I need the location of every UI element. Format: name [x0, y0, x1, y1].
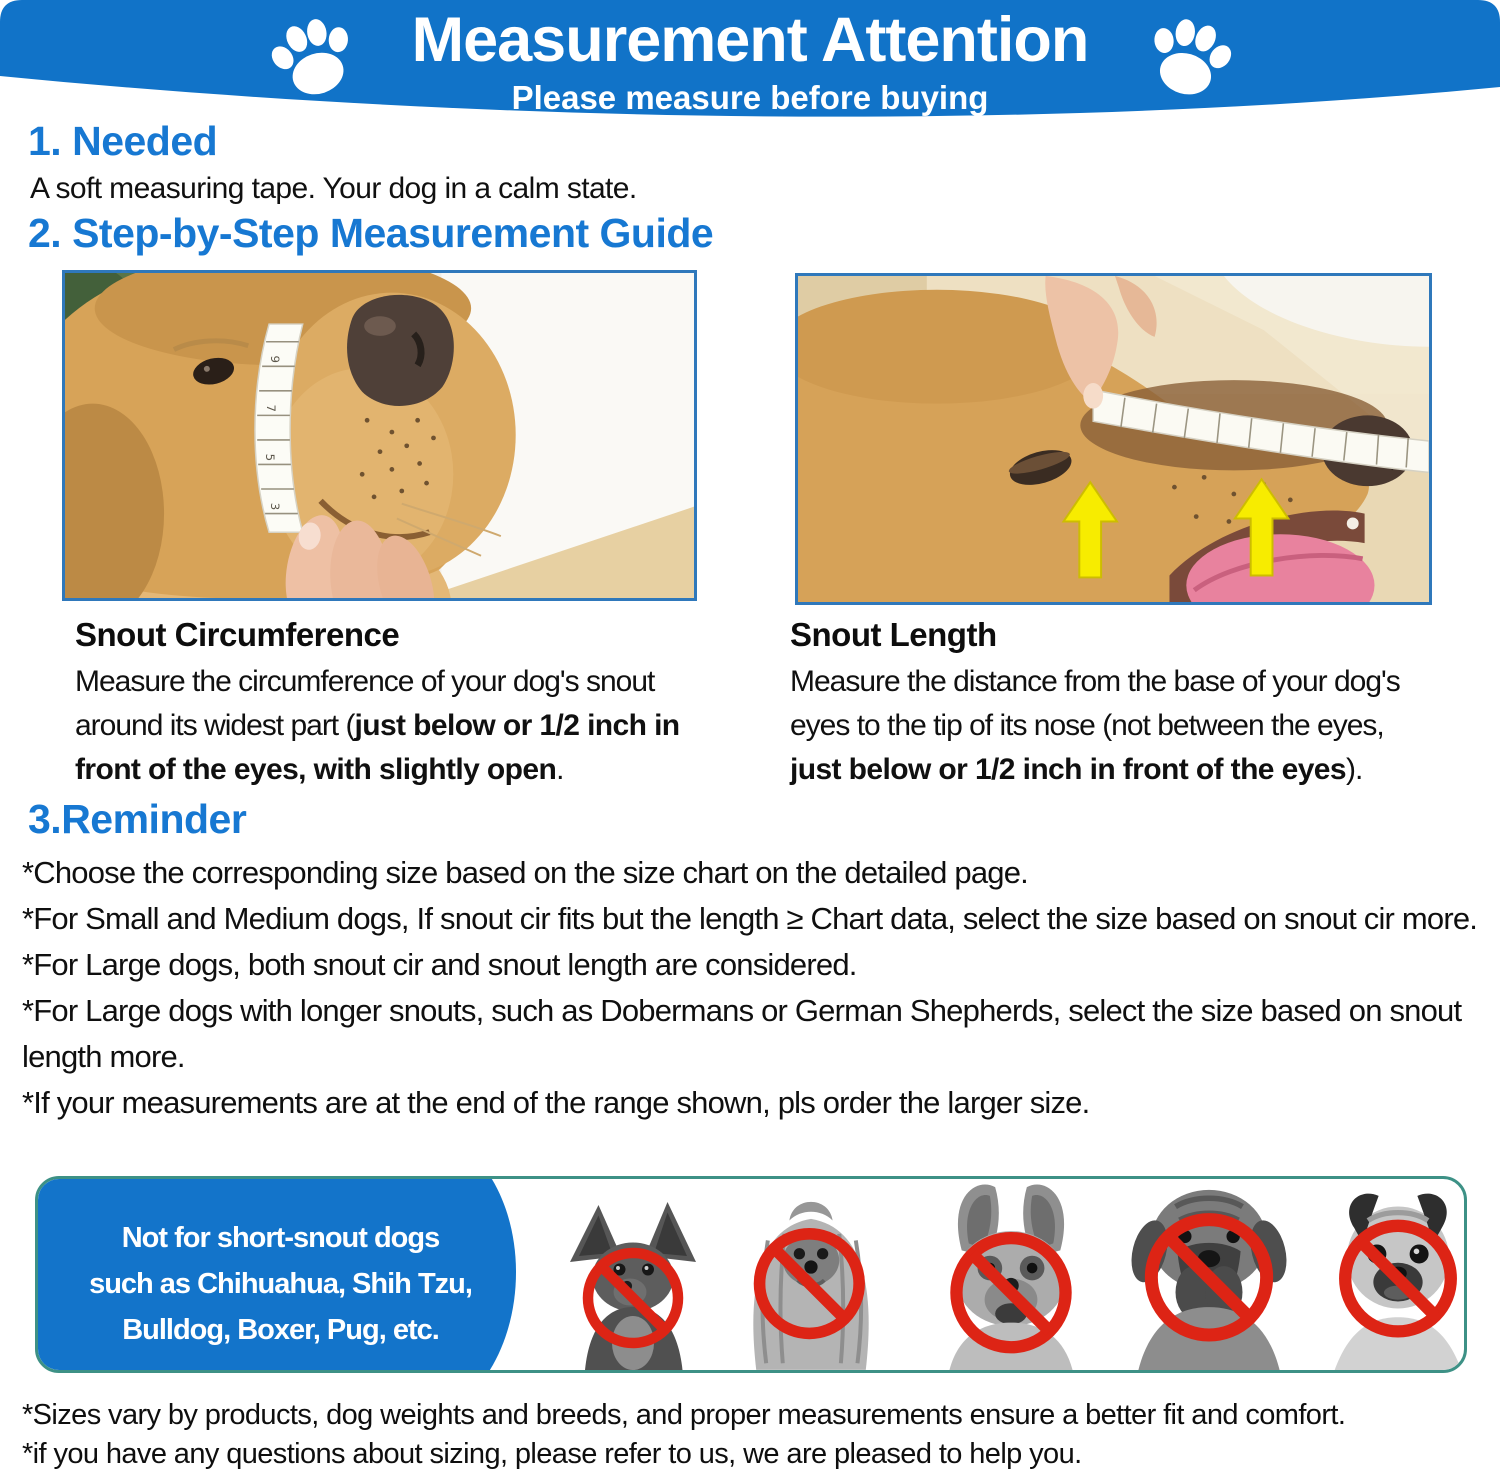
- section-heading-needed: 1. Needed: [28, 118, 218, 164]
- footer-line: *Sizes vary by products, dog weights and breeds, and proper measurements ensure a better fit and comfort.: [22, 1399, 1346, 1431]
- reminder-item: *For Large dogs with longer snouts, such as Dobermans or German Shepherds, select the size based on snout length more.: [22, 993, 1462, 1074]
- svg-text:7: 7: [264, 404, 279, 413]
- reminder-item: *If your measurements are at the end of the range shown, pls order the larger size.: [22, 1085, 1090, 1120]
- notice-text: [58, 1215, 503, 1353]
- section-heading-guide: 2. Step-by-Step Measurement Guide: [28, 210, 714, 256]
- reminder-item: *For Large dogs, both snout cir and snout length are considered.: [22, 947, 857, 982]
- reminder-list: [22, 850, 1500, 1126]
- footer-line: *if you have any questions about sizing, please refer to us, we are pleased to help you.: [22, 1438, 1082, 1470]
- caption-text-bold: just below or 1/2 inch in front of the eyes, with slightly open: [75, 709, 680, 786]
- caption-body-snout-length: [790, 660, 1440, 792]
- page-title: Measurement Attention: [411, 5, 1089, 75]
- svg-text:9: 9: [268, 355, 283, 363]
- caption-text: Measure the circumference of your dog's snout around its widest part (: [75, 665, 655, 742]
- svg-text:5: 5: [263, 453, 278, 462]
- photo-snout-length: [795, 273, 1432, 605]
- svg-text:3: 3: [268, 502, 283, 511]
- caption-text-bold: just below or 1/2 inch in front of the eyes: [790, 753, 1346, 786]
- reminder-item: *Choose the corresponding size based on the size chart on the detailed page.: [22, 855, 1028, 890]
- caption-body-snout-circumference: [75, 660, 725, 792]
- caption-text: Measure the distance from the base of your dog's eyes to the tip of its nose (not between the eyes,: [790, 665, 1400, 742]
- caption-text: .: [556, 753, 564, 786]
- shih-tzu-dog: [728, 1184, 894, 1370]
- notice-line: such as Chihuahua, Shih Tzu,: [89, 1268, 472, 1300]
- mastiff-dog: [1116, 1176, 1302, 1370]
- notice-line: Bulldog, Boxer, Pug, etc.: [122, 1314, 439, 1346]
- reminder-item: *For Small and Medium dogs, If snout cir fits but the length ≥ Chart data, select the size based on snout cir more.: [22, 901, 1478, 936]
- chihuahua-dog: [558, 1202, 708, 1370]
- photo-snout-circumference: [62, 270, 697, 601]
- not-for-short-snout-notice: [35, 1176, 1467, 1373]
- section-heading-reminder: 3.Reminder: [28, 796, 247, 842]
- footer-notes: [22, 1396, 1492, 1474]
- french-bulldog-dog: [923, 1176, 1099, 1370]
- pug-dog: [1310, 1176, 1467, 1370]
- caption-title-snout-circumference: Snout Circumference: [75, 616, 400, 653]
- caption-text: ).: [1345, 753, 1363, 786]
- caption-title-snout-length: Snout Length: [790, 616, 997, 653]
- page-subtitle: Please measure before buying: [511, 79, 989, 116]
- notice-line: Not for short-snout dogs: [121, 1222, 440, 1254]
- needed-body-text: A soft measuring tape. Your dog in a calm state.: [30, 172, 637, 205]
